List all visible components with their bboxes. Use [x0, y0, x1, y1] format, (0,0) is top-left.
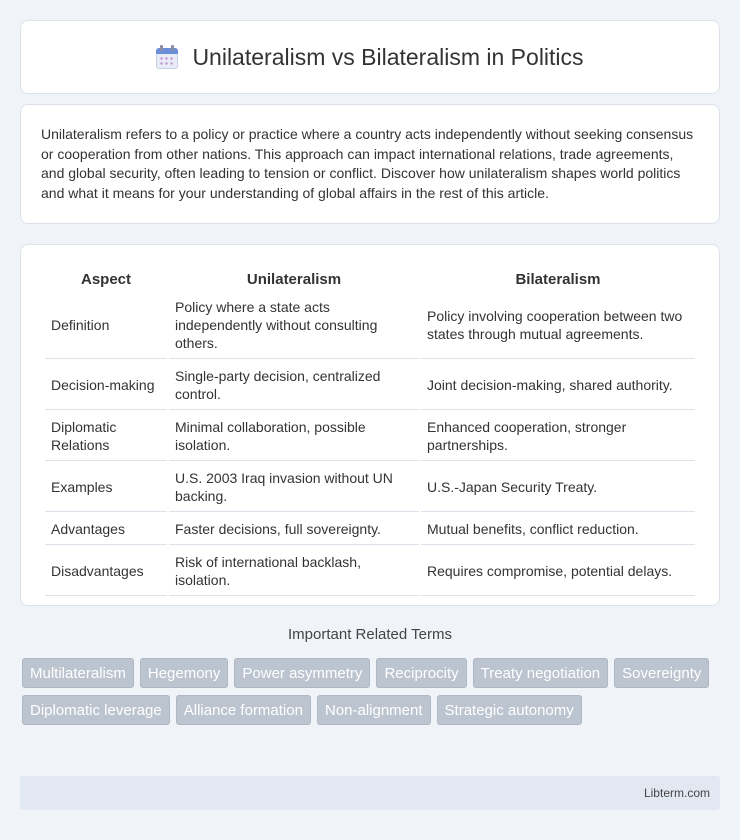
- cell-aspect: Advantages: [45, 514, 167, 545]
- cell-unilateralism: Risk of international backlash, isolation.: [169, 547, 419, 596]
- cell-aspect: Examples: [45, 463, 167, 512]
- related-terms-list: [22, 658, 722, 725]
- table-row: [45, 361, 695, 410]
- comparison-table-card: [20, 244, 720, 606]
- header-aspect: Aspect: [80, 271, 132, 288]
- table-row: [45, 292, 695, 359]
- cell-bilateralism: U.S.-Japan Security Treaty.: [421, 463, 695, 512]
- cell-unilateralism: U.S. 2003 Iraq invasion without UN backing.: [169, 463, 419, 512]
- related-terms-heading: Important Related Terms: [288, 626, 452, 643]
- table-row: [45, 514, 695, 545]
- footer-site-link[interactable]: Libterm.com: [643, 786, 710, 800]
- cell-aspect: Disadvantages: [45, 547, 167, 596]
- page-title: Unilateralism vs Bilateralism in Politics: [192, 43, 584, 70]
- calendar-icon: [156, 45, 178, 69]
- term-tag[interactable]: Reciprocity: [376, 658, 466, 688]
- table-row: [45, 547, 695, 596]
- cell-bilateralism: Mutual benefits, conflict reduction.: [421, 514, 695, 545]
- term-tag[interactable]: Power asymmetry: [234, 658, 370, 688]
- cell-unilateralism: Policy where a state acts independently without consulting others.: [169, 292, 419, 359]
- term-tag[interactable]: Multilateralism: [22, 658, 134, 688]
- term-tag[interactable]: Strategic autonomy: [437, 695, 582, 725]
- cell-unilateralism: Faster decisions, full sovereignty.: [169, 514, 419, 545]
- cell-bilateralism: Joint decision-making, shared authority.: [421, 361, 695, 410]
- cell-bilateralism: Enhanced cooperation, stronger partnerships.: [421, 412, 695, 461]
- cell-unilateralism: Minimal collaboration, possible isolation.: [169, 412, 419, 461]
- header-bilateralism: Bilateralism: [515, 271, 601, 288]
- table-row: [45, 412, 695, 461]
- term-tag[interactable]: Treaty negotiation: [473, 658, 609, 688]
- cell-unilateralism: Single-party decision, centralized control.: [169, 361, 419, 410]
- header-unilateralism: Unilateralism: [246, 271, 342, 288]
- term-tag[interactable]: Diplomatic leverage: [22, 695, 170, 725]
- footer: [20, 776, 720, 810]
- cell-aspect: Definition: [45, 292, 167, 359]
- intro-card: [20, 104, 720, 224]
- term-tag[interactable]: Alliance formation: [176, 695, 311, 725]
- cell-aspect: Diplomatic Relations: [45, 412, 167, 461]
- cell-aspect: Decision-making: [45, 361, 167, 410]
- term-tag[interactable]: Sovereignty: [614, 658, 709, 688]
- table-header-row: [45, 267, 695, 290]
- term-tag[interactable]: Hegemony: [140, 658, 229, 688]
- intro-text: Unilateralism refers to a policy or practice where a country acts independently without seeking consensus or cooperation from other nations. This approach can impact international relations, trade agreements, and global security, often leading to tension or conflict. Discover how unilateralism shapes world politics and what it means for your understanding of global affairs in the rest of this article.: [41, 126, 694, 201]
- cell-bilateralism: Policy involving cooperation between two states through mutual agreements.: [421, 292, 695, 359]
- cell-bilateralism: Requires compromise, potential delays.: [421, 547, 695, 596]
- term-tag[interactable]: Non-alignment: [317, 695, 431, 725]
- comparison-table: [43, 265, 697, 598]
- title-card: [20, 20, 720, 94]
- table-row: [45, 463, 695, 512]
